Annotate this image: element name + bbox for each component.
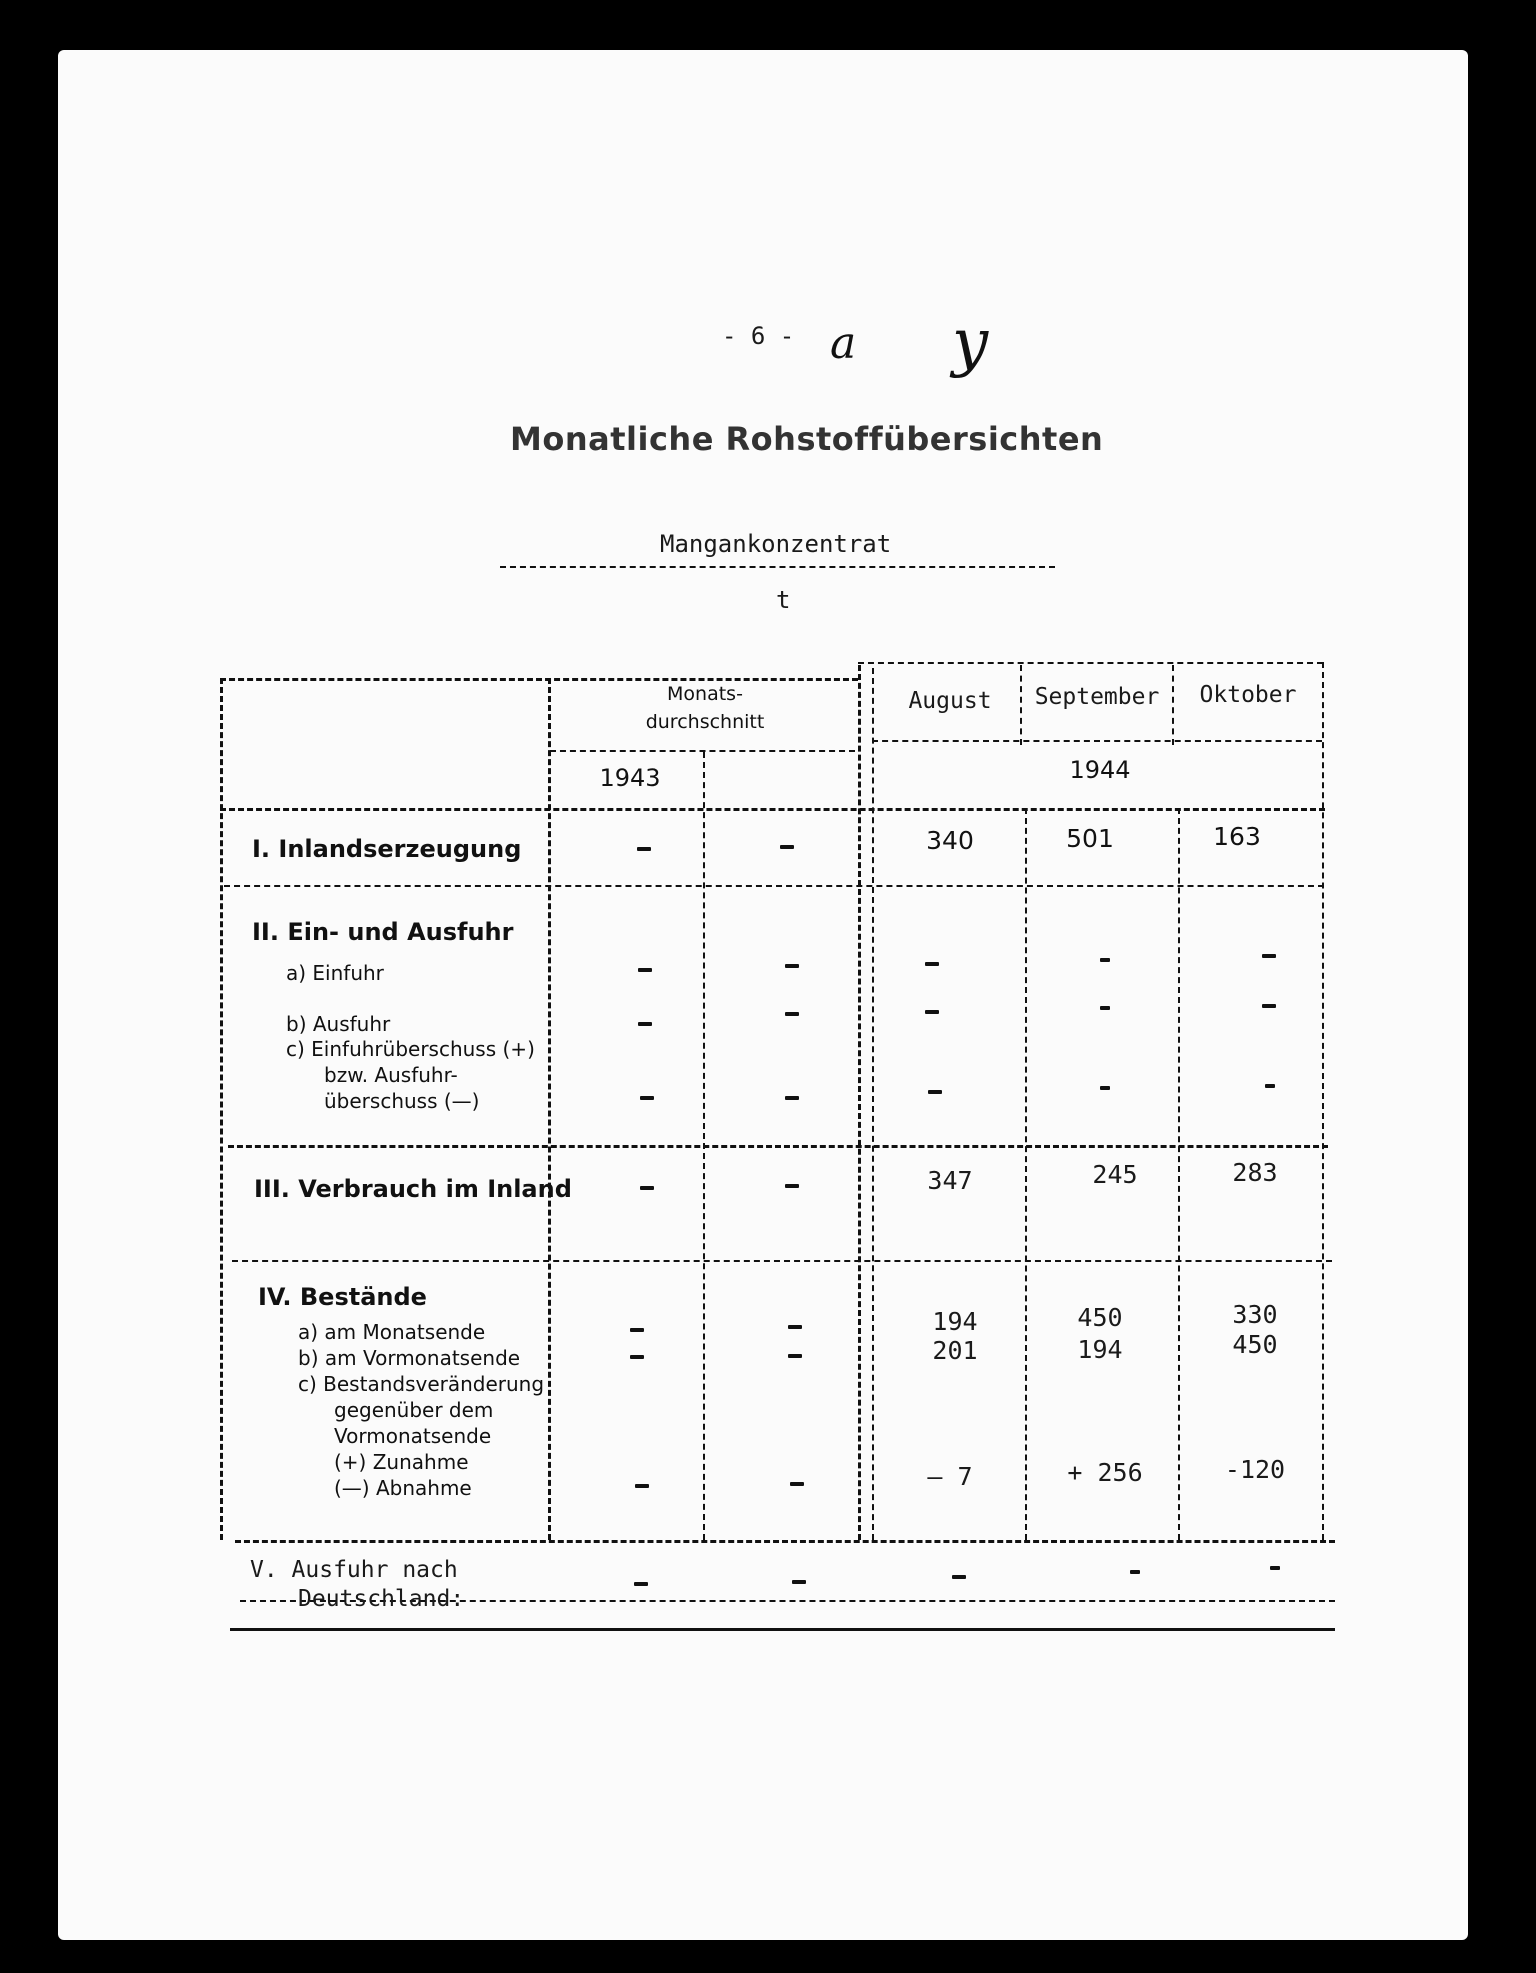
row-label-inlandserzeugung: I. Inlandserzeugung — [252, 835, 522, 863]
header-monthly-average: Monats- durchschnitt — [645, 683, 765, 733]
empty-value-dash — [785, 964, 799, 968]
row-sublabel-ausfuhr: b) Ausfuhr — [286, 1012, 391, 1036]
row-sublabel-zunahme: (+) Zunahme — [334, 1450, 469, 1474]
film-perforation — [1470, 880, 1496, 990]
empty-value-dash — [634, 1582, 648, 1586]
film-perforation — [1470, 1600, 1496, 1710]
empty-value-dash — [638, 1022, 652, 1026]
subject-underline — [500, 566, 1055, 568]
value-veraenderung-sep: + 256 — [1067, 1458, 1143, 1487]
empty-value-dash — [1270, 1566, 1280, 1570]
handwritten-mark: a — [830, 318, 857, 369]
row-label-verbrauch: III. Verbrauch im Inland — [254, 1175, 572, 1203]
grid-line — [703, 752, 705, 1540]
film-perforation — [30, 760, 56, 870]
film-perforation — [1470, 160, 1496, 270]
row-sublabel-einfuhrueberschuss: c) Einfuhrüberschuss (+) — [286, 1037, 535, 1061]
grid-line — [220, 808, 1325, 811]
grid-line — [872, 740, 1322, 742]
table-border-left — [220, 678, 223, 1540]
header-year-1943: 1943 — [599, 764, 661, 792]
page-number: - 6 - — [722, 322, 795, 350]
row-sublabel-bestandsveraenderung: c) Bestandsveränderung — [298, 1372, 545, 1396]
empty-value-dash — [780, 845, 794, 849]
value-vormonatsende-sep: 194 — [1077, 1335, 1123, 1364]
row-sublabel-ausfuhr-2: bzw. Ausfuhr- — [324, 1063, 458, 1087]
film-perforation — [30, 130, 56, 240]
empty-value-dash — [640, 1186, 654, 1190]
value-verbrauch-sep: 245 — [1092, 1160, 1138, 1189]
grid-line — [232, 1260, 1332, 1262]
header-year-1944: 1944 — [1069, 756, 1131, 784]
empty-value-dash — [928, 1090, 942, 1094]
empty-value-dash — [640, 1096, 654, 1100]
empty-value-dash — [630, 1355, 644, 1359]
film-perforation — [1470, 520, 1496, 630]
film-perforation — [30, 1470, 56, 1580]
value-vormonatsende-aug: 201 — [932, 1336, 978, 1365]
film-perforation — [30, 420, 56, 530]
empty-value-dash — [785, 1096, 799, 1100]
empty-value-dash — [925, 1010, 939, 1014]
empty-value-dash — [635, 1484, 649, 1488]
row-sublabel-abnahme: (—) Abnahme — [334, 1476, 472, 1500]
header-month-august: August — [908, 688, 992, 714]
grid-line — [1178, 808, 1180, 1540]
row-label-bestaende: IV. Bestände — [258, 1283, 427, 1311]
grid-line — [224, 885, 1324, 887]
row-sublabel-vormonatsende-2: Vormonatsende — [334, 1424, 492, 1448]
row-sublabel-ueberschuss: überschuss (—) — [324, 1089, 480, 1113]
empty-value-dash — [1100, 958, 1110, 962]
table-border-top-right — [858, 662, 1323, 664]
empty-value-dash — [1265, 1084, 1275, 1088]
empty-value-dash — [1262, 1004, 1276, 1008]
value-veraenderung-okt: -120 — [1224, 1455, 1286, 1484]
value-verbrauch-okt: 283 — [1232, 1158, 1278, 1187]
unit-label: t — [776, 586, 791, 614]
header-month-september: September — [1034, 684, 1160, 710]
value-verbrauch-aug: 347 — [927, 1166, 973, 1195]
row-sublabel-monatsende: a) am Monatsende — [298, 1320, 486, 1344]
value-monatsende-aug: 194 — [932, 1307, 978, 1336]
value-veraenderung-aug: — 7 — [927, 1462, 973, 1491]
empty-value-dash — [1100, 1086, 1110, 1090]
empty-value-dash — [788, 1325, 802, 1329]
row-sublabel-einfuhr: a) Einfuhr — [286, 961, 384, 985]
empty-value-dash — [788, 1354, 802, 1358]
empty-value-dash — [785, 1012, 799, 1016]
header-month-oktober: Oktober — [1199, 682, 1297, 708]
empty-value-dash — [952, 1575, 966, 1579]
grid-line — [858, 665, 861, 1540]
value-inland-okt: 163 — [1213, 822, 1261, 851]
row-sublabel-vormonatsende: b) am Vormonatsende — [298, 1346, 521, 1370]
empty-value-dash — [1130, 1570, 1140, 1574]
table-border-right — [1322, 662, 1324, 1540]
row-label-ausfuhr-deutschland: V. Ausfuhr nach — [250, 1557, 458, 1583]
grid-line — [548, 678, 551, 1540]
value-inland-aug: 340 — [926, 826, 974, 855]
row-label-deutschland: Deutschland: — [298, 1586, 465, 1612]
empty-value-dash — [1100, 1006, 1110, 1010]
table-end-rule — [230, 1628, 1335, 1631]
film-perforation — [30, 1120, 56, 1230]
value-inland-sep: 501 — [1066, 824, 1114, 853]
stamp-title: Monatliche Rohstoffübersichten — [510, 420, 1104, 458]
empty-value-dash — [630, 1328, 644, 1332]
empty-value-dash — [637, 847, 651, 851]
handwritten-mark-2: y — [952, 306, 989, 380]
empty-value-dash — [790, 1482, 804, 1486]
empty-value-dash — [785, 1184, 799, 1188]
empty-value-dash — [792, 1580, 806, 1584]
empty-value-dash — [925, 962, 939, 966]
empty-value-dash — [638, 968, 652, 972]
value-vormonatsende-okt: 450 — [1232, 1330, 1278, 1359]
grid-line — [1025, 808, 1027, 1540]
grid-line — [228, 1145, 1328, 1148]
row-sublabel-gegenueber: gegenüber dem — [334, 1398, 494, 1422]
table-border-bottom — [235, 1540, 1335, 1543]
film-perforation — [1470, 1240, 1496, 1350]
empty-value-dash — [1262, 954, 1276, 958]
subject-title: Mangankonzentrat — [660, 530, 892, 558]
value-monatsende-okt: 330 — [1232, 1300, 1278, 1329]
row-label-ein-ausfuhr: II. Ein- und Ausfuhr — [252, 918, 514, 946]
grid-line — [872, 668, 874, 1540]
value-monatsende-sep: 450 — [1077, 1303, 1123, 1332]
